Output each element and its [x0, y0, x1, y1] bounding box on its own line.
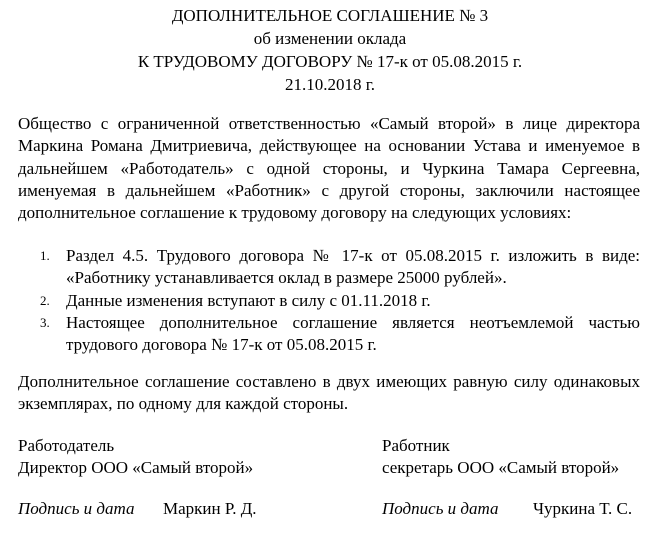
list-item-number: 1.: [40, 248, 50, 263]
contract-reference: К ТРУДОВОМУ ДОГОВОРУ № 17-к от 05.08.2015 г.: [137, 52, 523, 71]
document-header: [0, 4, 660, 96]
list-item-number: 2.: [40, 292, 50, 308]
list-item: [18, 312, 640, 357]
terms-list: [18, 245, 640, 356]
employee-name: Чуркина Т. С.: [533, 499, 633, 518]
list-item-text: Раздел 4.5. Трудового договора № 17-к от 05.08.2015 г. изложить в виде: «Работнику устанавливается оклад в размере 25000 рублей».: [66, 246, 640, 288]
list-item: [18, 290, 640, 312]
employer-signature-caption: Подпись и дата: [18, 499, 135, 518]
list-item-text: Настоящее дополнительное соглашение является неотъемлемой частью трудового договора № 17-к от 05.08.2015 г.: [66, 312, 640, 355]
employee-signature-caption: Подпись и дата: [382, 499, 499, 518]
closing-paragraph: Дополнительное соглашение составлено в двух имеющих равную силу одинаковых экземплярах, по одному для каждой стороны.: [18, 372, 640, 414]
employee-block: [382, 435, 619, 479]
employer-position: Директор ООО «Самый второй»: [18, 458, 254, 477]
intro-paragraph: Общество с ограниченной ответственностью «Самый второй» в лице директора Маркина Романа Дмитриевича, действующее на основании Устава и именуемое в дальнейшем «Работодатель» с одной стороны, и Чуркина Тамара Сергеевна, именуемая в дальнейшем «Работник» с другой стороны, заключили настоящее дополнительное соглашение к трудовому договору на следующих условиях:: [18, 114, 640, 223]
list-item-text: Данные изменения вступают в силу с 01.11.2018 г.: [66, 290, 431, 310]
document-title: ДОПОЛНИТЕЛЬНОЕ СОГЛАШЕНИЕ № 3: [171, 6, 489, 25]
list-item: [18, 245, 640, 290]
list-item-number: 3.: [40, 314, 50, 330]
document-date: 21.10.2018 г.: [284, 75, 376, 94]
document-subtitle: об изменении оклада: [253, 29, 407, 48]
employee-position: секретарь ООО «Самый второй»: [382, 458, 620, 477]
employer-label: Работодатель: [18, 436, 115, 455]
employee-label: Работник: [382, 436, 450, 455]
employer-block: [18, 435, 253, 479]
employer-name: Маркин Р. Д.: [163, 499, 257, 518]
